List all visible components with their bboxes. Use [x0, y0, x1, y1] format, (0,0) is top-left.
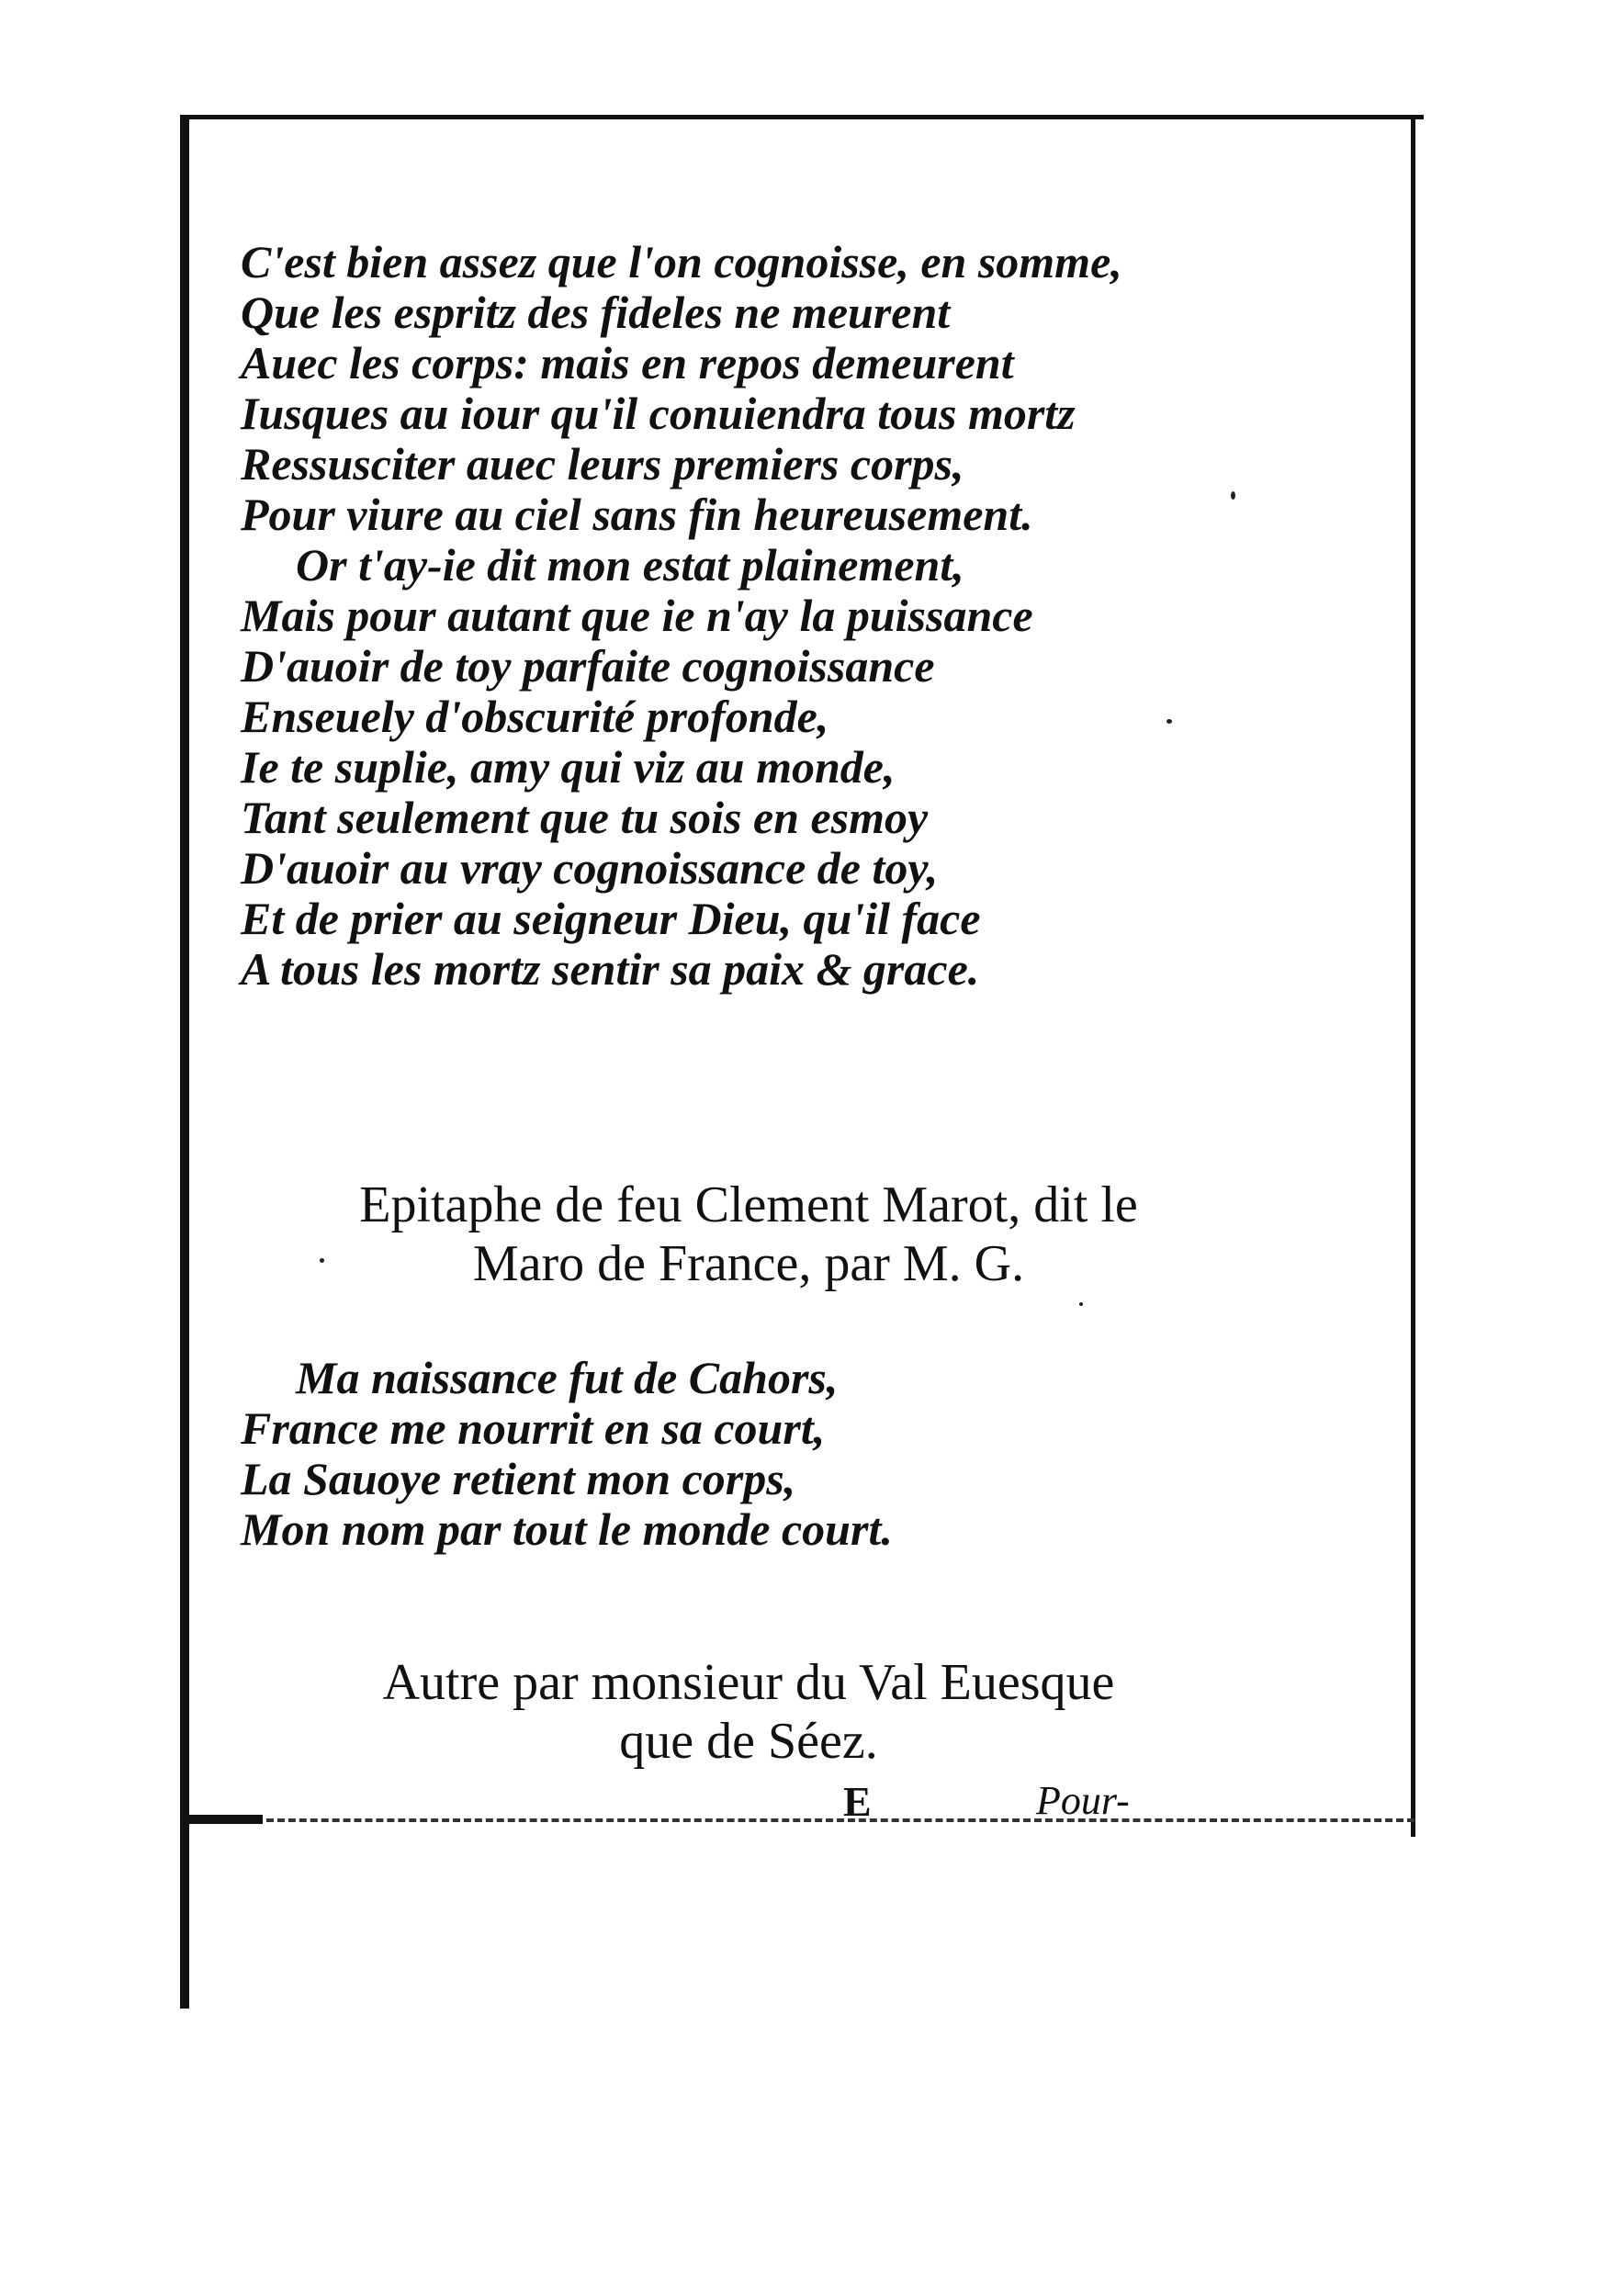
verse-line: Et de prier au seigneur Dieu, qu'il face [241, 893, 981, 944]
signature-mark: E [843, 1778, 872, 1825]
page-border-bottom-dashed [266, 1818, 1414, 1822]
verse-line: Or t'ay-ie dit mon estat plainement, [296, 539, 964, 591]
heading-line: Autre par monsieur du Val Euesque [382, 1654, 1115, 1711]
page-border-left [180, 117, 189, 2009]
verse-line: D'auoir de toy parfaite cognoissance [241, 640, 935, 692]
page-border-top [180, 115, 1424, 119]
catchword: Pour- [1036, 1778, 1130, 1823]
verse-line: Mon nom par tout le monde court. [241, 1503, 893, 1555]
ink-speck [1167, 719, 1172, 724]
verse-line: Ie te suplie, amy qui viz au monde, [241, 741, 896, 793]
heading-line: Epitaphe de feu Clement Marot, dit le [359, 1176, 1138, 1233]
verse-line: Auec les corps: mais en repos demeurent [241, 337, 1014, 388]
ink-speck [1079, 1302, 1083, 1306]
verse-line: A tous les mortz sentir sa paix & grace. [241, 943, 980, 995]
epitaph-heading [220, 1176, 1277, 1293]
verse-line: Que les espritz des fideles ne meurent [241, 287, 951, 338]
verse-line: La Sauoye retient mon corps, [241, 1453, 796, 1504]
verse-line: Mais pour autant que ie n'ay la puissance [241, 590, 1033, 641]
verse-line: Pour viure au ciel sans fin heureusement. [241, 489, 1033, 540]
heading-line: Maro de France, par M. G. [472, 1235, 1025, 1292]
heading-line: que de Séez. [619, 1713, 878, 1770]
ink-speck [1231, 491, 1235, 500]
verse-line: Iusques au iour qu'il conuiendra tous mortz [241, 388, 1076, 439]
verse-line: Ma naissance fut de Cahors, [296, 1352, 839, 1403]
autre-heading [220, 1653, 1277, 1771]
page-border-right [1411, 115, 1415, 1837]
page-border-bottom [180, 1815, 263, 1824]
verse-line: Tant seulement que tu sois en esmoy [241, 792, 929, 843]
verse-line: D'auoir au vray cognoissance de toy, [241, 842, 939, 894]
verse-line: France me nourrit en sa court, [241, 1402, 826, 1454]
verse-line: Enseuely d'obscurité profonde, [241, 691, 829, 742]
verse-line: C'est bien assez que l'on cognoisse, en somme, [241, 236, 1122, 287]
epitaph-verses [241, 1353, 893, 1555]
ink-speck [320, 1258, 324, 1263]
poem-verses [241, 237, 1122, 995]
verse-line: Ressusciter auec leurs premiers corps, [241, 438, 964, 490]
